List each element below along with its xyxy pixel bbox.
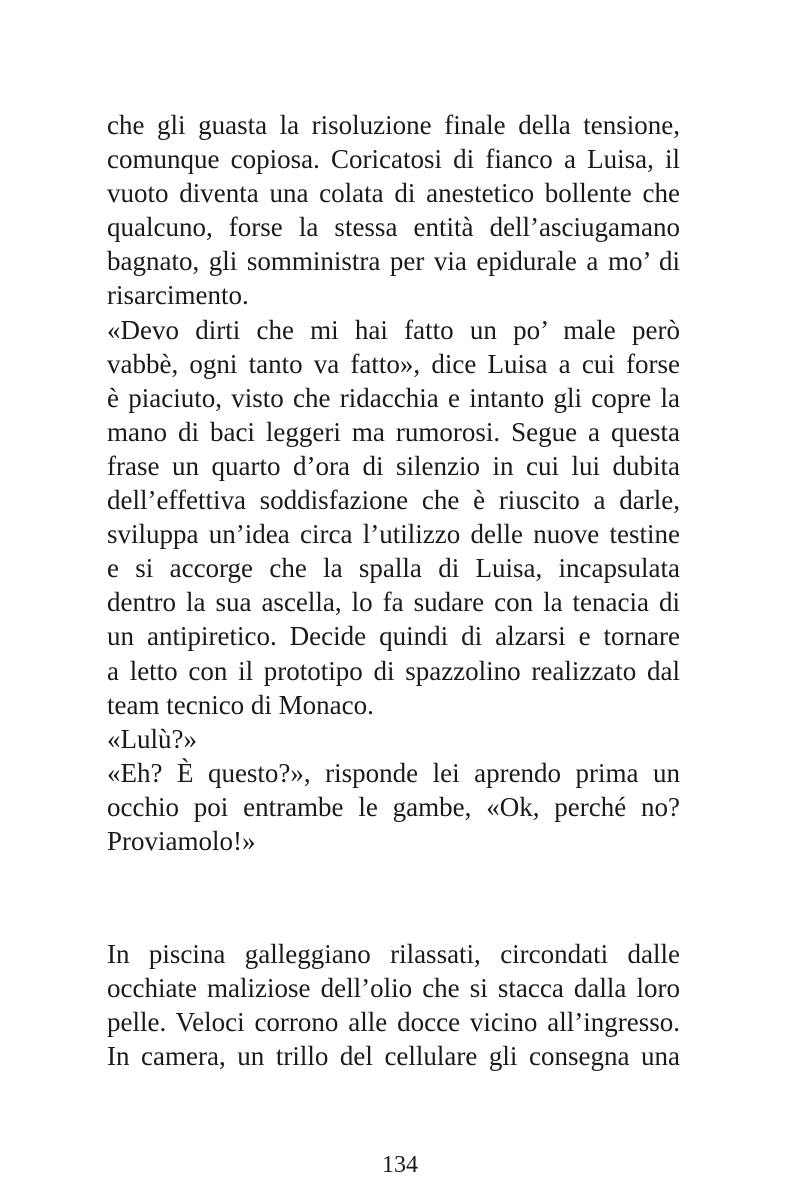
text-line: «Lulù?» — [107, 723, 197, 754]
text-line: a letto con il prototipo di spazzolino realizzato dal — [107, 655, 680, 686]
text-line: mano di baci leggeri ma rumorosi. Segue a questa — [107, 416, 680, 447]
text-line: che gli guasta la risoluzione finale della tensione, — [107, 110, 680, 140]
paragraph — [107, 313, 680, 722]
text-line: e si accorge che la spalla di Luisa, incapsulata — [107, 553, 680, 584]
paragraph — [107, 108, 680, 313]
text-line: qualcuno, forse la stessa entità dell’asciugamano — [107, 212, 680, 243]
text-block-upper — [107, 108, 680, 858]
text-line: frase un quarto d’ora di silenzio in cui lui dubita — [107, 450, 680, 481]
text-line: team tecnico di Monaco. — [107, 689, 374, 720]
text-line: un antipiretico. Decide quindi di alzarsi e tornare — [107, 621, 680, 652]
text-line: vabbè, ogni tanto va fatto», dice Luisa a cui forse — [107, 348, 680, 379]
text-line: è piaciuto, visto che ridacchia e intanto gli copre la — [107, 382, 680, 413]
paragraph — [107, 756, 680, 858]
text-line: risarcimento. — [107, 280, 249, 311]
text-block-lower — [107, 937, 680, 1073]
text-line: dentro la sua ascella, lo fa sudare con la tenacia di — [107, 587, 680, 618]
paragraph — [107, 722, 680, 756]
text-line: comunque copiosa. Coricatosi di fianco a Luisa, il — [107, 144, 680, 175]
page-number: 134 — [382, 1152, 418, 1178]
text-line: sviluppa un’idea circa l’utilizzo delle nuove testine — [107, 519, 680, 550]
text-line: vuoto diventa una colata di anestetico bollente che — [107, 178, 680, 209]
text-line: occhiate maliziose dell’olio che si stacca dalla loro — [107, 973, 680, 1004]
text-line: Proviamolo!» — [107, 825, 256, 856]
text-line: occhio poi entrambe le gambe, «Ok, perché no? — [107, 791, 680, 822]
text-line: In camera, un trillo del cellulare gli consegna una — [107, 1041, 680, 1072]
text-line: In piscina galleggiano rilassati, circondati dalle — [107, 939, 680, 969]
text-line: dell’effettiva soddisfazione che è riuscito a darle, — [107, 485, 680, 516]
text-line: «Eh? È questo?», risponde lei aprendo prima un — [107, 757, 680, 788]
text-line: pelle. Veloci corrono alle docce vicino all’ingresso. — [107, 1007, 680, 1038]
paragraph — [107, 937, 680, 1073]
text-line: bagnato, gli somministra per via epidurale a mo’ di — [107, 246, 680, 277]
text-line: «Devo dirti che mi hai fatto un po’ male però — [107, 314, 680, 345]
